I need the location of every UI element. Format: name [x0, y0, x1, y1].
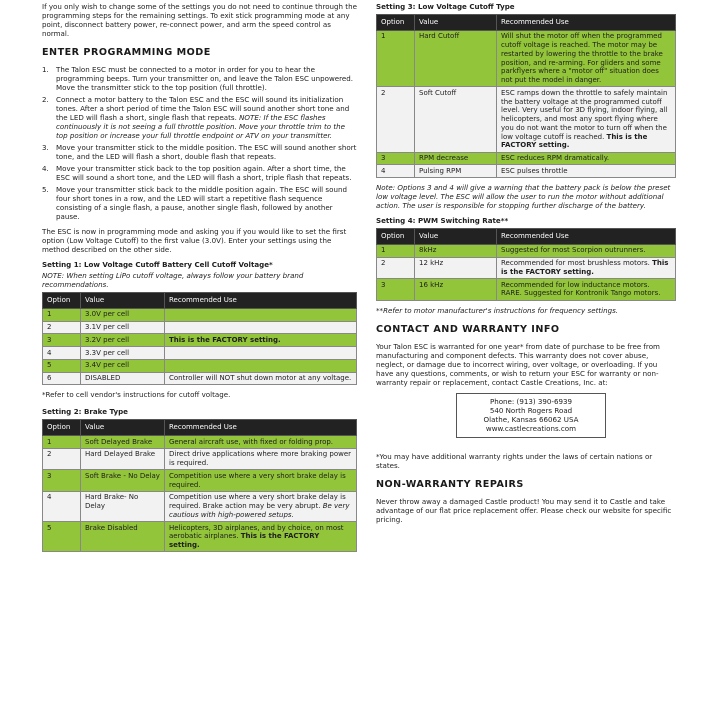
table-row: 3 3.2V per cell This is the FACTORY setting.: [43, 334, 357, 347]
table-header-row: Option Value Recommended Use: [377, 229, 676, 245]
table-row: 2 12 kHz Recommended for most brushless motors. This is the FACTORY setting.: [377, 257, 676, 279]
programming-steps: [42, 65, 357, 221]
table-header-row: Option Value Recommended Use: [43, 293, 357, 309]
table-row: 2 3.1V per cell: [43, 321, 357, 334]
table-header-row: Option Value Recommended Use: [43, 420, 357, 436]
step-item: 1. The Talon ESC must be connected to a motor in order for you to hear the programming beeps. Turn your transmitter on, and leave the Talon ESC unpowered. Move the transmitter stick to the top position (full throttle).: [42, 65, 354, 93]
table-header-row: Option Value Recommended Use: [377, 15, 676, 31]
nonwarranty-text: Never throw away a damaged Castle product! You may send it to Castle and take advantage of our flat price replacement offer. Please check our website for specific pricing.: [376, 496, 672, 524]
setting1-title: Setting 1: Low Voltage Cutoff Battery Cell Cutoff Voltage*: [42, 260, 273, 270]
setting4-footnote: **Refer to motor manufacturer's instructions for frequency settings.: [376, 305, 619, 315]
step-item: 2. Connect a motor battery to the Talon ESC and the ESC will sound its initialization tones. After a short period of time the Talon ESC will sound another short tone and the LED will flash a short, single flash that repeats. NOTE: If the ESC flashes continuously it is not seeing a full throttle position. Move your throttle trim to the top position or increase your full throttle endpoint or ATV on your transmitter.: [42, 95, 350, 141]
setting2-title: Setting 2: Brake Type: [42, 407, 128, 417]
table-row: 3 Soft Brake - No Delay Competition use where a very short brake delay is required.: [43, 470, 357, 492]
nonwarranty-heading: NON-WARRANTY REPAIRS: [376, 478, 524, 490]
warranty-footnote: *You may have additional warranty rights under the laws of certain nations or states.: [376, 451, 653, 470]
setting1-footnote: *Refer to cell vendor's instructions for cutoff voltage.: [42, 390, 231, 400]
programming-after-text: The ESC is now in programming mode and asking you if you would like to set the first option (Low Voltage Cutoff) to the first value (3.0V). Enter your settings using the method described on the other side.: [42, 227, 347, 255]
table-row: 2 Soft Cutoff ESC ramps down the throttle to safely maintain the battery voltage at the programmed cutoff level. Very useful for 3D flying, indoor flying, all helicopters, and most any sport flying where you do not want the motor to turn off when the low voltage cutoff is reached. This is the FACTORY setting.: [377, 87, 676, 152]
setting1-note: NOTE: When setting LiPo cutoff voltage, always follow your battery brand recommendations.: [42, 271, 304, 290]
table-row: 1 Hard Cutoff Will shut the motor off when the programmed cutoff voltage is reached. The motor may be restarted by lowering the throttle to the brake position, and re-arming. For gliders and some parkflyers where a "motor off" situation does not put the model in danger.: [377, 30, 676, 87]
table-row: 1 Soft Delayed Brake General aircraft use, with fixed or folding prop.: [43, 436, 357, 449]
setting4-title: Setting 4: PWM Switching Rate**: [376, 216, 509, 225]
contact-phone: Phone: (913) 390-6939: [489, 396, 573, 406]
setting3-note: Note: Options 3 and 4 will give a warning that the battery pack is below the preset low voltage level. The ESC will allow the user to run the motor without additional action. The user is responsible for stopping further discharge of the battery.: [376, 183, 671, 210]
table-row: 2 Hard Delayed Brake Direct drive applications where more braking power is required.: [43, 448, 357, 470]
right-column: [376, 2, 676, 530]
step-note: NOTE: If the ESC flashes continuously it is not seeing a full throttle position. Move your throttle trim to the top position or increase your full throttle endpoint or ATV on your transmitter.: [56, 113, 345, 141]
contact-address-box: [456, 393, 606, 438]
table-row: 4 Hard Brake- No Delay Competition use where a very short brake delay is required. Brake action may be very abrupt. Be very cautious with high-powered setups.: [43, 491, 357, 521]
table-row: 4 Pulsing RPM ESC pulses throttle: [377, 165, 676, 178]
table-row: 5 Brake Disabled Helicopters, 3D airplanes, and by choice, on most aerobatic airplanes. This is the FACTORY setting.: [43, 522, 357, 552]
setting4-table: [376, 228, 676, 301]
contact-city: Olathe, Kansas 66062 USA: [483, 415, 579, 425]
programming-heading: ENTER PROGRAMMING MODE: [42, 47, 211, 58]
table-row: 3 RPM decrease ESC reduces RPM dramatically.: [377, 152, 676, 165]
contact-street: 540 North Rogers Road: [489, 405, 573, 415]
contact-text: Your Talon ESC is warranted for one year* from date of purchase to be free from manufacturing and component defects. This warranty does not cover abuse, neglect, or damage due to incorrect wiring, over voltage, or overloading. If you have any questions, comments, or wish to return your ESC for warranty or non-warranty repair or replacement, contact Castle Creations, Inc. at:: [376, 341, 660, 387]
table-row: 6 DISABLED Controller will NOT shut down motor at any voltage.: [43, 372, 357, 385]
table-row: 4 3.3V per cell: [43, 347, 357, 360]
step-item: 5. Move your transmitter stick back to the middle position again. The ESC will sound four short tones in a row, and the LED will start a repetitive flash sequence consisting of a single flash, a pause, another single flash, followed by another pause.: [42, 185, 347, 222]
left-column: [42, 2, 357, 557]
contact-heading: CONTACT AND WARRANTY INFO: [376, 323, 560, 335]
intro-paragraph: If you only wish to change some of the settings you do not need to continue through the programming steps for the remaining settings. To exit stick programming mode at any point, disconnect battery power, re-connect power, and arm the speed control as normal.: [42, 2, 357, 38]
table-row: 5 3.4V per cell: [43, 359, 357, 372]
setting1-table: [42, 292, 357, 385]
table-row: 1 8kHz Suggested for most Scorpion outrunners.: [377, 244, 676, 257]
setting3-title: Setting 3: Low Voltage Cutoff Type: [376, 2, 515, 11]
contact-website-link[interactable]: www.castlecreations.com: [485, 424, 577, 434]
step-item: 4. Move your transmitter stick back to the top position again. After a short time, the ESC will sound a short tone, and the LED will flash a short, triple flash that repeats.: [42, 164, 352, 183]
step-item: 3. Move your transmitter stick to the middle position. The ESC will sound another short tone, and the LED will flash a short, double flash that repeats.: [42, 143, 357, 162]
setting2-table: [42, 419, 357, 552]
table-row: 3 16 kHz Recommended for low inductance motors. RARE. Suggested for Kontronik Tango motors.: [377, 279, 676, 301]
table-row: 1 3.0V per cell: [43, 308, 357, 321]
setting3-table: [376, 14, 676, 178]
